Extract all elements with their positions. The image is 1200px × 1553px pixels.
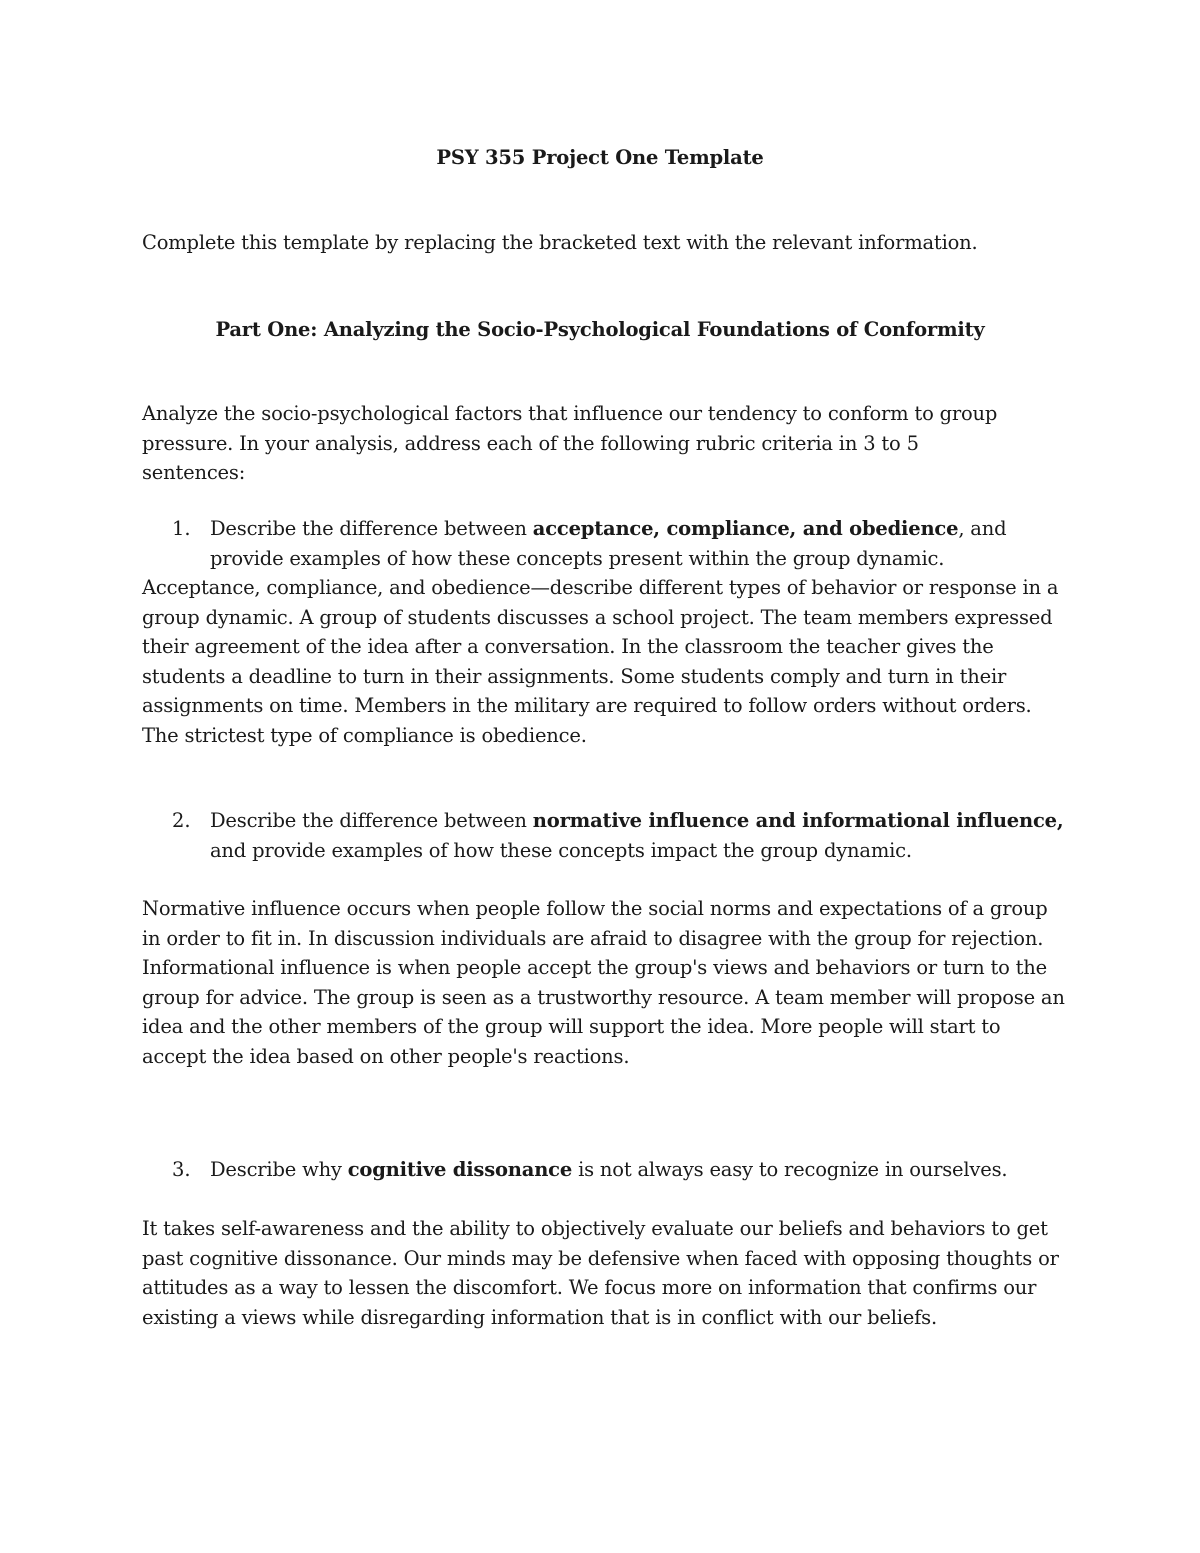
- answer-paragraph-2: Normative influence occurs when people follow the social norms and expectations of a group in order to fit in. In discussion individuals are afraid to disagree with the group for rejection. Informational influence is when people accept the group's views and behaviors or turn to the group for advice. The group is seen as a trustworthy resource. A team member will propose an idea and the other members of the group will support the idea. More people will start to accept the idea based on other people's reactions.: [142, 897, 1065, 1068]
- list-number: 1.: [172, 517, 191, 540]
- prompt-bold-term: cognitive dissonance: [347, 1158, 573, 1181]
- list-number: 3.: [172, 1158, 191, 1181]
- part-heading: Part One: Analyzing the Socio-Psychological Foundations of Conformity: [215, 318, 985, 341]
- rubric-prompt-3: [210, 1155, 1080, 1185]
- prompt-text: , and provide examples of how these concepts present within the group dynamic.: [210, 517, 1007, 570]
- rubric-prompt-2: [210, 806, 1070, 865]
- prompt-bold-term: acceptance, compliance, and obedience: [532, 517, 959, 540]
- list-number: 2.: [172, 809, 191, 832]
- prompt-text: is not always easy to recognize in ourselves.: [572, 1158, 1008, 1181]
- intro-paragraph: Analyze the socio-psychological factors that influence our tendency to conform to group pressure. In your analysis, address each of the following rubric criteria in 3 to 5 sentences:: [142, 402, 998, 484]
- instructions-text: Complete this template by replacing the bracketed text with the relevant information.: [142, 231, 978, 254]
- answer-paragraph-3: It takes self-awareness and the ability to objectively evaluate our beliefs and behaviors to get past cognitive dissonance. Our minds may be defensive when faced with opposing thoughts or attitudes as a way to lessen the discomfort. We focus more on information that confirms our existing a views while disregarding information that is in conflict with our beliefs.: [142, 1217, 1059, 1329]
- prompt-bold-term: normative influence and informational influence,: [532, 809, 1064, 832]
- answer-paragraph-1: Acceptance, compliance, and obedience—describe different types of behavior or response in a group dynamic. A group of students discusses a school project. The team members expressed their agreement of the idea after a conversation. In the classroom the teacher gives the students a deadline to turn in their assignments. Some students comply and turn in their assignments on time. Members in the military are required to follow orders without orders. The strictest type of compliance is obedience.: [142, 576, 1059, 747]
- prompt-text: Describe the difference between: [210, 809, 533, 832]
- rubric-prompt-1: [210, 514, 1060, 573]
- prompt-text: and provide examples of how these concepts impact the group dynamic.: [210, 838, 912, 862]
- prompt-text: Describe the difference between: [210, 517, 533, 540]
- page-title: PSY 355 Project One Template: [436, 146, 764, 169]
- prompt-text: Describe why: [210, 1158, 348, 1181]
